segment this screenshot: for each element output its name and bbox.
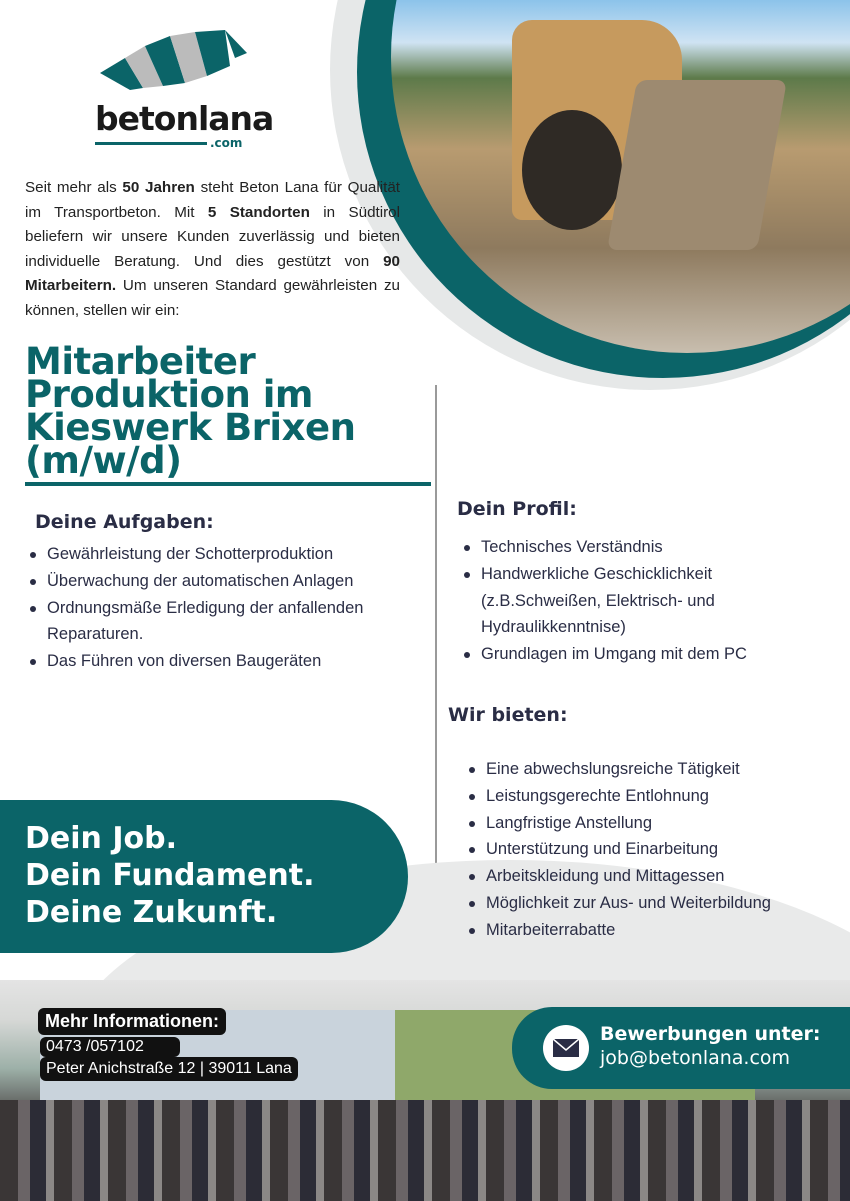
list-item: Arbeitskleidung und Mittagessen	[464, 863, 848, 890]
list-item: Langfristige Anstellung	[464, 810, 848, 837]
envelope-icon	[543, 1025, 589, 1071]
list-item: Handwerkliche Geschicklichkeit (z.B.Schweißen, Elektrisch- und Hydraulikkenntnise)	[459, 561, 779, 641]
slogan-banner: Dein Job. Dein Fundament. Deine Zukunft.	[0, 800, 408, 953]
profil-heading: Dein Profil:	[457, 498, 577, 520]
logo-suffix: .com	[210, 136, 243, 150]
loader-bucket	[607, 80, 787, 250]
bieten-section	[448, 704, 848, 944]
job-title: Mitarbeiter Produktion im Kieswerk Brixen (m/w/d)	[25, 340, 356, 482]
photo-people	[0, 1100, 850, 1201]
apply-heading: Bewerbungen unter:	[600, 1023, 821, 1045]
list-item: Leistungsgerechte Entlohnung	[464, 783, 848, 810]
list-item: Technisches Verständnis	[459, 534, 779, 561]
contact-heading: Mehr Informationen:	[38, 1008, 226, 1035]
list-item: Ordnungsmäße Erledigung der anfallenden Reparaturen.	[25, 595, 420, 649]
apply-email[interactable]: job@betonlana.com	[600, 1047, 791, 1069]
loader-wheel	[522, 110, 622, 230]
aufgaben-section	[35, 511, 435, 675]
intro-text: Seit mehr als 50 Jahren steht Beton Lana für Qualität im Transportbeton. Mit 5 Standorten in Südtirol beliefern wir unsere Kunden zuverlässig und bieten individuelle Beratung. Und dies gestützt von 90 Mitarbeitern. Um unseren Standard gewährleisten zu können, stellen wir ein:	[25, 179, 400, 319]
list-item: Grundlagen im Umgang mit dem PC	[459, 641, 779, 668]
profil-section	[457, 498, 837, 668]
list-item: Überwachung der automatischen Anlagen	[25, 568, 420, 595]
aufgaben-heading: Deine Aufgaben:	[35, 511, 214, 533]
list-item: Möglichkeit zur Aus- und Weiterbildung	[464, 890, 848, 917]
logo-wordmark: betonlana	[95, 99, 274, 138]
contact-address: Peter Anichstraße 12 | 39011 Lana	[40, 1057, 298, 1081]
contact-phone[interactable]: 0473 /057102	[40, 1037, 180, 1057]
list-item: Unterstützung und Einarbeitung	[464, 836, 848, 863]
logo	[95, 28, 274, 150]
list-item: Das Führen von diversen Baugeräten	[25, 648, 420, 675]
list-item: Mitarbeiterrabatte	[464, 917, 848, 944]
list-item: Gewährleistung der Schotterproduktion	[25, 541, 420, 568]
bieten-heading: Wir bieten:	[448, 704, 568, 726]
list-item: Eine abwechslungsreiche Tätigkeit	[464, 756, 848, 783]
logo-ribbon-icon	[95, 28, 255, 90]
title-underline	[25, 482, 431, 486]
